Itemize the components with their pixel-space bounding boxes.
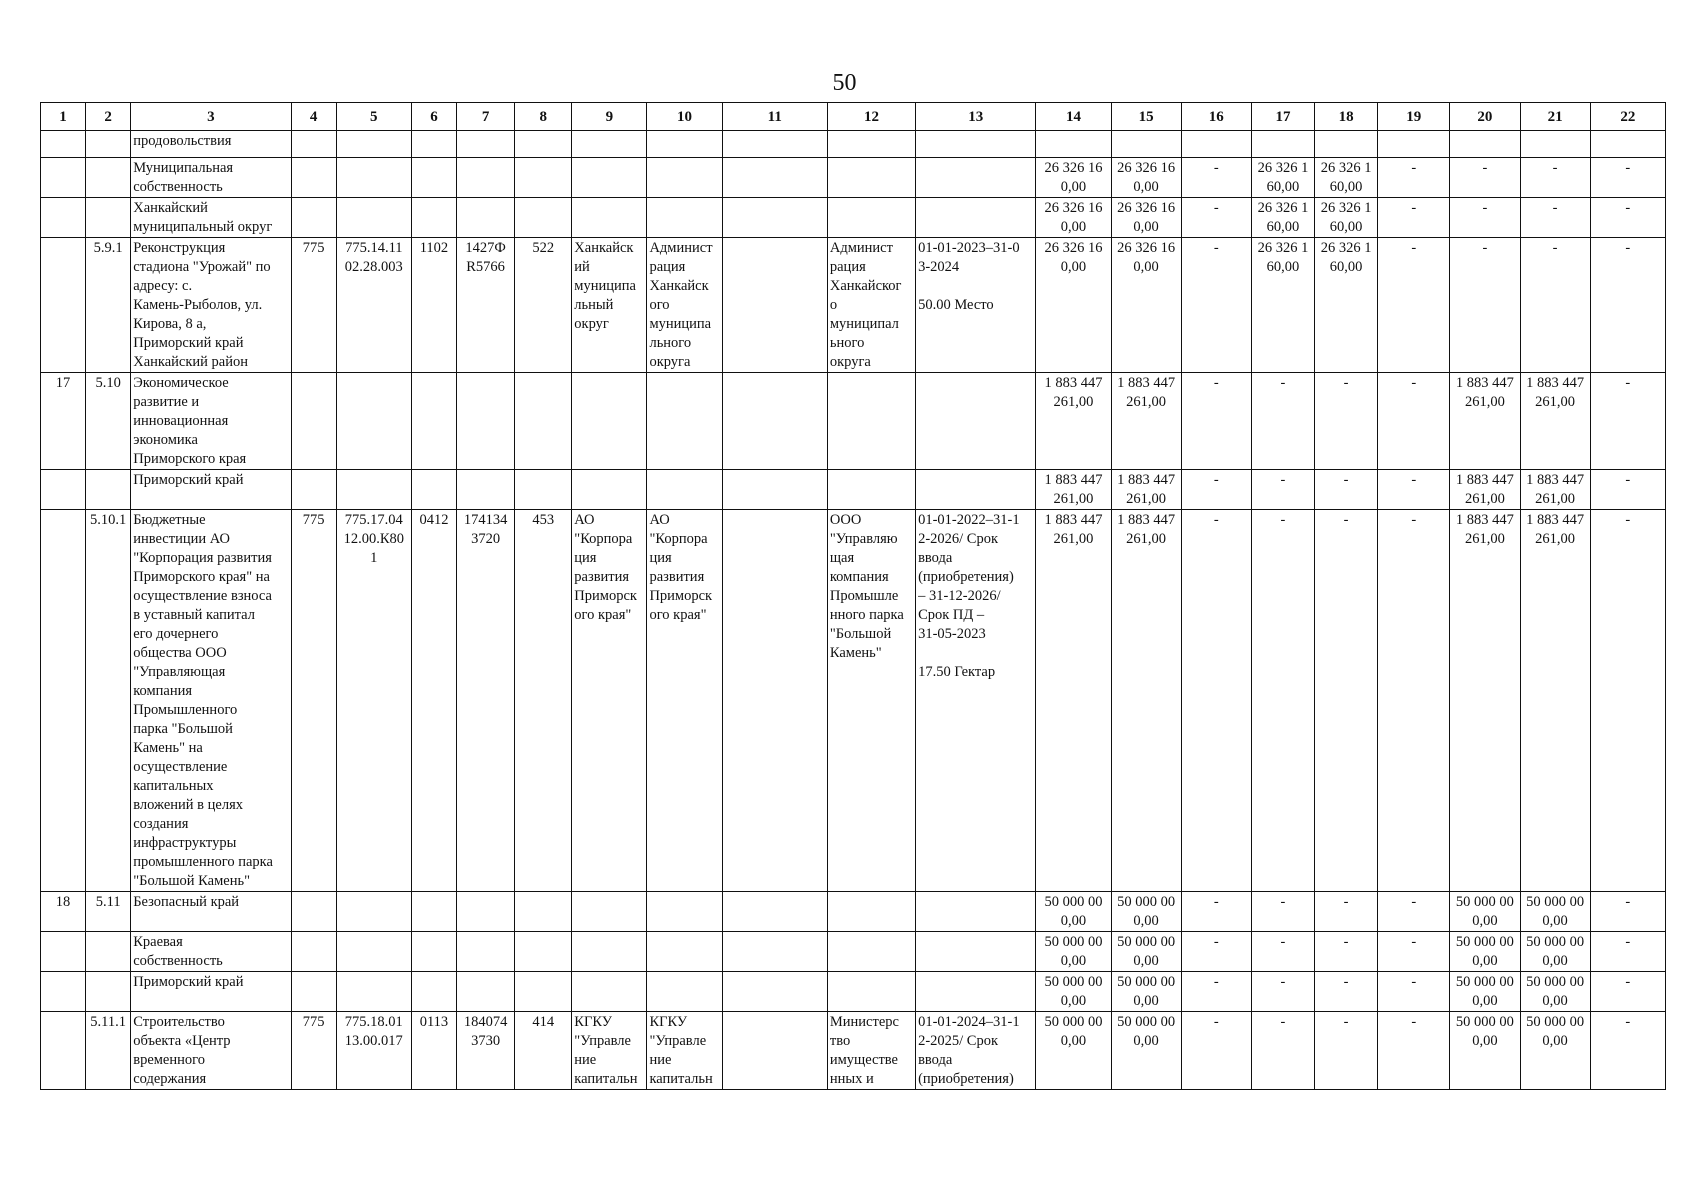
- table-cell: -: [1181, 470, 1251, 510]
- table-cell: [515, 158, 572, 198]
- table-cell: [291, 972, 336, 1012]
- table-cell: -: [1181, 972, 1251, 1012]
- table-cell: продовольствия: [131, 131, 291, 158]
- table-cell: 50 000 00 0,00: [1111, 892, 1181, 932]
- page-number: 50: [832, 70, 857, 96]
- table-cell: [41, 510, 86, 892]
- table-cell: 775.17.04 12.00.К80 1: [336, 510, 411, 892]
- column-header: 19: [1378, 103, 1450, 131]
- table-cell: [336, 972, 411, 1012]
- table-cell: Приморский край: [131, 470, 291, 510]
- table-cell: [291, 198, 336, 238]
- table-cell: -: [1450, 238, 1520, 373]
- table-cell: [647, 198, 722, 238]
- table-row: [41, 131, 1666, 158]
- table-cell: [722, 932, 827, 972]
- column-header: 4: [291, 103, 336, 131]
- table-cell: Админист рация Ханкайск ого муниципа льного округа: [647, 238, 722, 373]
- table-cell: [1378, 131, 1450, 158]
- table-cell: -: [1181, 892, 1251, 932]
- table-cell: 0113: [411, 1012, 456, 1090]
- table-cell: 775.14.11 02.28.003: [336, 238, 411, 373]
- table-cell: 50 000 00 0,00: [1520, 972, 1590, 1012]
- table-cell: 0412: [411, 510, 456, 892]
- table-cell: [1315, 131, 1378, 158]
- table-cell: 50 000 00 0,00: [1520, 932, 1590, 972]
- table-cell: [41, 198, 86, 238]
- table-cell: -: [1251, 470, 1314, 510]
- table-cell: Безопасный край: [131, 892, 291, 932]
- table-cell: -: [1315, 373, 1378, 470]
- table-cell: 26 326 16 0,00: [1036, 238, 1111, 373]
- table-header-row: [41, 103, 1666, 131]
- table-cell: 775: [291, 510, 336, 892]
- column-header: 12: [827, 103, 915, 131]
- table-cell: 50 000 00 0,00: [1450, 972, 1520, 1012]
- column-header: 6: [411, 103, 456, 131]
- table-cell: -: [1590, 198, 1665, 238]
- table-cell: [86, 470, 131, 510]
- table-cell: 1 883 447 261,00: [1036, 510, 1111, 892]
- table-cell: 50 000 00 0,00: [1520, 1012, 1590, 1090]
- table-cell: [411, 972, 456, 1012]
- table-cell: [457, 158, 515, 198]
- table-cell: [86, 972, 131, 1012]
- table-cell: -: [1590, 892, 1665, 932]
- table-cell: [1450, 131, 1520, 158]
- table-cell: -: [1181, 198, 1251, 238]
- table-cell: [336, 470, 411, 510]
- table-cell: [647, 892, 722, 932]
- table-cell: [647, 158, 722, 198]
- column-header: 21: [1520, 103, 1590, 131]
- column-header: 14: [1036, 103, 1111, 131]
- table-cell: [41, 158, 86, 198]
- table-cell: 50 000 00 0,00: [1111, 972, 1181, 1012]
- table-cell: 50 000 00 0,00: [1450, 1012, 1520, 1090]
- table-cell: 50 000 00 0,00: [1036, 972, 1111, 1012]
- column-header: 5: [336, 103, 411, 131]
- table-cell: 1427Ф R5766: [457, 238, 515, 373]
- table-cell: [336, 158, 411, 198]
- table-cell: -: [1251, 932, 1314, 972]
- table-cell: 26 326 16 0,00: [1036, 158, 1111, 198]
- table-cell: [411, 373, 456, 470]
- table-cell: [291, 470, 336, 510]
- table-cell: [916, 158, 1036, 198]
- table-cell: 50 000 00 0,00: [1036, 932, 1111, 972]
- table-row: [41, 972, 1666, 1012]
- table-cell: 26 326 16 0,00: [1036, 198, 1111, 238]
- table-cell: Строительство объекта «Центр временного содержания: [131, 1012, 291, 1090]
- table-cell: [827, 131, 915, 158]
- table-cell: -: [1590, 510, 1665, 892]
- table-cell: -: [1181, 158, 1251, 198]
- table-cell: -: [1251, 972, 1314, 1012]
- table-cell: 1 883 447 261,00: [1450, 373, 1520, 470]
- table-cell: -: [1450, 158, 1520, 198]
- table-cell: Админист рация Ханкайског о муниципал ьного округа: [827, 238, 915, 373]
- table-cell: [411, 158, 456, 198]
- table-cell: КГКУ "Управле ние капитальн: [572, 1012, 647, 1090]
- table-cell: [1251, 131, 1314, 158]
- table-cell: [916, 198, 1036, 238]
- table-cell: [722, 238, 827, 373]
- table-cell: [515, 131, 572, 158]
- table-cell: Министерс тво имуществе нных и: [827, 1012, 915, 1090]
- table-cell: [916, 470, 1036, 510]
- table-cell: -: [1181, 238, 1251, 373]
- table-cell: [722, 972, 827, 1012]
- table-cell: -: [1315, 510, 1378, 892]
- table-cell: [1520, 131, 1590, 158]
- table-cell: [647, 373, 722, 470]
- table-cell: [827, 892, 915, 932]
- table-cell: -: [1378, 972, 1450, 1012]
- table-cell: -: [1315, 892, 1378, 932]
- table-cell: Краевая собственность: [131, 932, 291, 972]
- table-cell: [457, 972, 515, 1012]
- table-cell: 1 883 447 261,00: [1520, 510, 1590, 892]
- table-cell: -: [1378, 1012, 1450, 1090]
- table-cell: 01-01-2022–31-1 2-2026/ Срок ввода (приобретения) – 31-12-2026/ Срок ПД – 31-05-2023 17.50 Гектар: [916, 510, 1036, 892]
- table-cell: [336, 131, 411, 158]
- table-cell: [647, 972, 722, 1012]
- table-cell: 26 326 1 60,00: [1315, 158, 1378, 198]
- table-cell: [411, 932, 456, 972]
- table-cell: [457, 932, 515, 972]
- table-cell: [916, 131, 1036, 158]
- table-cell: [1181, 131, 1251, 158]
- table-cell: [916, 932, 1036, 972]
- table-row: [41, 892, 1666, 932]
- table-cell: [41, 932, 86, 972]
- table-cell: 26 326 1 60,00: [1251, 238, 1314, 373]
- table-cell: [647, 131, 722, 158]
- table-cell: КГКУ "Управле ние капитальн: [647, 1012, 722, 1090]
- table-cell: [86, 158, 131, 198]
- table-cell: [515, 470, 572, 510]
- table-cell: 5.9.1: [86, 238, 131, 373]
- table-cell: [515, 373, 572, 470]
- table-cell: 01-01-2024–31-1 2-2025/ Срок ввода (приобретения): [916, 1012, 1036, 1090]
- table-cell: -: [1378, 510, 1450, 892]
- table-cell: [41, 238, 86, 373]
- table-cell: -: [1181, 1012, 1251, 1090]
- table-cell: [515, 198, 572, 238]
- table-cell: 775: [291, 1012, 336, 1090]
- table-cell: 26 326 16 0,00: [1111, 198, 1181, 238]
- table-cell: [722, 158, 827, 198]
- table-cell: 50 000 00 0,00: [1520, 892, 1590, 932]
- table-row: [41, 238, 1666, 373]
- table-cell: 01-01-2023–31-0 3-2024 50.00 Место: [916, 238, 1036, 373]
- table-cell: -: [1520, 198, 1590, 238]
- budget-table: [40, 102, 1666, 1090]
- table-cell: -: [1590, 932, 1665, 972]
- table-cell: 26 326 1 60,00: [1315, 198, 1378, 238]
- table-cell: 26 326 16 0,00: [1111, 238, 1181, 373]
- table-cell: 1 883 447 261,00: [1450, 510, 1520, 892]
- table-cell: [647, 470, 722, 510]
- table-cell: [647, 932, 722, 972]
- table-cell: [291, 158, 336, 198]
- table-cell: [291, 373, 336, 470]
- table-cell: 5.10: [86, 373, 131, 470]
- column-header: 10: [647, 103, 722, 131]
- table-cell: 1 883 447 261,00: [1036, 470, 1111, 510]
- table-cell: [572, 131, 647, 158]
- table-cell: [827, 470, 915, 510]
- table-cell: -: [1251, 1012, 1314, 1090]
- column-header: 9: [572, 103, 647, 131]
- table-cell: [291, 892, 336, 932]
- table-cell: [336, 932, 411, 972]
- table-cell: 50 000 00 0,00: [1450, 932, 1520, 972]
- table-cell: [572, 198, 647, 238]
- table-cell: [827, 373, 915, 470]
- table-cell: -: [1378, 373, 1450, 470]
- table-cell: ООО "Управляю щая компания Промышле нного парка "Большой Камень": [827, 510, 915, 892]
- column-header: 3: [131, 103, 291, 131]
- table-cell: [572, 932, 647, 972]
- table-cell: [457, 131, 515, 158]
- table-cell: [457, 470, 515, 510]
- table-cell: [411, 131, 456, 158]
- column-header: 22: [1590, 103, 1665, 131]
- table-cell: [411, 892, 456, 932]
- table-cell: -: [1251, 892, 1314, 932]
- column-header: 16: [1181, 103, 1251, 131]
- table-cell: -: [1251, 373, 1314, 470]
- table-cell: 1 883 447 261,00: [1450, 470, 1520, 510]
- table-cell: [86, 932, 131, 972]
- table-cell: [515, 892, 572, 932]
- table-cell: [572, 158, 647, 198]
- table-cell: 1 883 447 261,00: [1520, 373, 1590, 470]
- table-cell: 1 883 447 261,00: [1111, 470, 1181, 510]
- table-cell: [336, 892, 411, 932]
- table-cell: 18: [41, 892, 86, 932]
- table-cell: 26 326 1 60,00: [1251, 158, 1314, 198]
- table-cell: 522: [515, 238, 572, 373]
- table-cell: -: [1520, 158, 1590, 198]
- column-header: 20: [1450, 103, 1520, 131]
- table-cell: -: [1315, 932, 1378, 972]
- table-cell: -: [1378, 198, 1450, 238]
- table-cell: [722, 131, 827, 158]
- table-cell: [86, 198, 131, 238]
- table-cell: 1 883 447 261,00: [1036, 373, 1111, 470]
- table-row: [41, 198, 1666, 238]
- table-cell: Реконструкция стадиона "Урожай" по адресу: с. Камень-Рыболов, ул. Кирова, 8 а, Приморский край Ханкайский район: [131, 238, 291, 373]
- table-cell: Приморский край: [131, 972, 291, 1012]
- table-row: [41, 470, 1666, 510]
- table-cell: [722, 373, 827, 470]
- table-cell: [827, 932, 915, 972]
- table-cell: -: [1520, 238, 1590, 373]
- table-row: [41, 158, 1666, 198]
- table-cell: [722, 892, 827, 932]
- table-cell: -: [1378, 932, 1450, 972]
- table-cell: [291, 932, 336, 972]
- table-cell: 184074 3730: [457, 1012, 515, 1090]
- table-cell: [722, 1012, 827, 1090]
- table-cell: -: [1590, 470, 1665, 510]
- table-cell: [457, 373, 515, 470]
- table-cell: 1 883 447 261,00: [1111, 373, 1181, 470]
- table-cell: -: [1251, 510, 1314, 892]
- table-cell: АО "Корпора ция развития Приморск ого края": [647, 510, 722, 892]
- column-header: 8: [515, 103, 572, 131]
- table-cell: -: [1378, 470, 1450, 510]
- table-cell: [41, 1012, 86, 1090]
- table-cell: 1 883 447 261,00: [1111, 510, 1181, 892]
- column-header: 17: [1251, 103, 1314, 131]
- table-cell: [827, 972, 915, 1012]
- table-cell: 5.11.1: [86, 1012, 131, 1090]
- table-row: [41, 373, 1666, 470]
- column-header: 7: [457, 103, 515, 131]
- table-cell: -: [1378, 238, 1450, 373]
- table-cell: [916, 892, 1036, 932]
- table-cell: Экономическое развитие и инновационная экономика Приморского края: [131, 373, 291, 470]
- table-cell: [411, 470, 456, 510]
- table-cell: -: [1590, 238, 1665, 373]
- table-cell: [41, 972, 86, 1012]
- table-cell: -: [1181, 510, 1251, 892]
- table-cell: -: [1315, 1012, 1378, 1090]
- table-cell: 5.11: [86, 892, 131, 932]
- table-cell: 50 000 00 0,00: [1036, 1012, 1111, 1090]
- table-cell: 414: [515, 1012, 572, 1090]
- table-cell: Муниципальная собственность: [131, 158, 291, 198]
- table-cell: [41, 131, 86, 158]
- table-cell: [1036, 131, 1111, 158]
- column-header: 1: [41, 103, 86, 131]
- column-header: 18: [1315, 103, 1378, 131]
- table-cell: 1102: [411, 238, 456, 373]
- table-cell: [515, 972, 572, 1012]
- table-cell: [86, 131, 131, 158]
- table-cell: 50 000 00 0,00: [1036, 892, 1111, 932]
- table-cell: 26 326 1 60,00: [1251, 198, 1314, 238]
- table-row: [41, 932, 1666, 972]
- table-cell: [457, 892, 515, 932]
- table-cell: [457, 198, 515, 238]
- table-cell: [572, 470, 647, 510]
- table-cell: 17: [41, 373, 86, 470]
- table-cell: Бюджетные инвестиции АО "Корпорация развития Приморского края" на осуществление взноса в уставный капитал его дочернего общества ООО "Управляющая компания Промышленного парка "Большой Камень" на осуществление капитальных вложений в целях создания инфраструктуры промышленного парка "Большой Камень": [131, 510, 291, 892]
- table-cell: Ханкайский муниципальный округ: [131, 198, 291, 238]
- table-cell: -: [1590, 373, 1665, 470]
- table-cell: [722, 198, 827, 238]
- table-cell: 50 000 00 0,00: [1111, 932, 1181, 972]
- table-cell: 26 326 16 0,00: [1111, 158, 1181, 198]
- table-cell: [572, 892, 647, 932]
- table-cell: 50 000 00 0,00: [1450, 892, 1520, 932]
- column-header: 2: [86, 103, 131, 131]
- table-cell: [336, 198, 411, 238]
- table-cell: 775.18.01 13.00.017: [336, 1012, 411, 1090]
- table-cell: -: [1315, 470, 1378, 510]
- table-cell: 775: [291, 238, 336, 373]
- table-row: [41, 1012, 1666, 1090]
- table-cell: [722, 510, 827, 892]
- table-cell: [1111, 131, 1181, 158]
- table-cell: 453: [515, 510, 572, 892]
- table-cell: [916, 373, 1036, 470]
- table-cell: [515, 932, 572, 972]
- table-cell: 26 326 1 60,00: [1315, 238, 1378, 373]
- table-cell: [291, 131, 336, 158]
- table-cell: 50 000 00 0,00: [1111, 1012, 1181, 1090]
- table-cell: [41, 470, 86, 510]
- table-cell: -: [1181, 932, 1251, 972]
- table-cell: [722, 470, 827, 510]
- table-cell: -: [1590, 972, 1665, 1012]
- table-cell: [336, 373, 411, 470]
- table-cell: 174134 3720: [457, 510, 515, 892]
- table-cell: 5.10.1: [86, 510, 131, 892]
- table-cell: -: [1181, 373, 1251, 470]
- column-header: 15: [1111, 103, 1181, 131]
- table-cell: -: [1590, 158, 1665, 198]
- table-cell: [411, 198, 456, 238]
- table-cell: -: [1315, 972, 1378, 1012]
- table-cell: [572, 972, 647, 1012]
- table-row: [41, 510, 1666, 892]
- table-cell: [827, 158, 915, 198]
- table-cell: -: [1378, 892, 1450, 932]
- column-header: 13: [916, 103, 1036, 131]
- table-cell: -: [1378, 158, 1450, 198]
- table-cell: [827, 198, 915, 238]
- table-cell: [916, 972, 1036, 1012]
- table-cell: -: [1450, 198, 1520, 238]
- table-cell: 1 883 447 261,00: [1520, 470, 1590, 510]
- table-cell: [1590, 131, 1665, 158]
- table-cell: [572, 373, 647, 470]
- table-cell: АО "Корпора ция развития Приморск ого края": [572, 510, 647, 892]
- table-cell: Ханкайск ий муниципа льный округ: [572, 238, 647, 373]
- table-cell: -: [1590, 1012, 1665, 1090]
- column-header: 11: [722, 103, 827, 131]
